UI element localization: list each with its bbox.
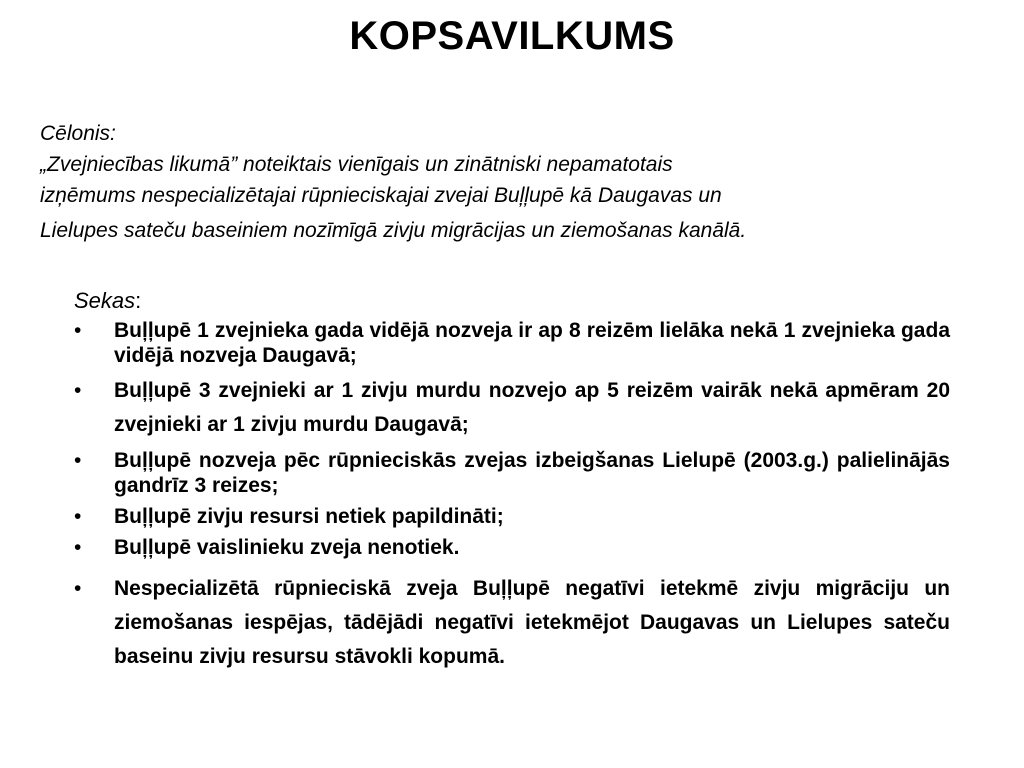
consequences-heading-word: Sekas [74, 288, 136, 313]
cause-text-line-1: „Zvejniecības likumā” noteiktais vienīgais un zinātniski nepamatotais [40, 153, 673, 176]
cause-text-line-3: Lielupes sateču baseiniem nozīmīgā zivju migrācijas un ziemošanas kanālā. [40, 219, 747, 242]
consequence-item-1: • Buļļupē 1 zvejnieka gada vidējā nozveja ir ap 8 reizēm lielāka nekā 1 zvejnieka gada vidējā nozveja Daugavā; [74, 318, 950, 368]
consequence-item-5: • Buļļupē vaislinieku zveja nenotiek. [74, 535, 950, 560]
consequences-section [74, 288, 950, 680]
consequence-item-6: • Nespecializētā rūpnieciskā zveja Buļļupē negatīvi ietekmē zivju migrāciju un ziemošanas iespējas, tādējādi negatīvi ietekmējot Daugavas un Lielupes sateču baseinu zivju resursu stāvokli kopumā. [74, 572, 950, 674]
consequences-heading-colon: : [135, 288, 142, 313]
consequence-item-3: • Buļļupē nozveja pēc rūpnieciskās zvejas izbeigšanas Lielupē (2003.g.) palielinājās gandrīz 3 reizes; [74, 448, 950, 498]
consequence-item-2: • Buļļupē 3 zvejnieki ar 1 zivju murdu nozvejo ap 5 reizēm vairāk nekā apmēram 20 zvejnieki ar 1 zivju murdu Daugavā; [74, 374, 950, 442]
consequences-list [74, 318, 950, 674]
slide-title: KOPSAVILKUMS [349, 14, 675, 58]
consequence-item-4: • Buļļupē zivju resursi netiek papildināti; [74, 504, 950, 529]
cause-section [40, 118, 990, 246]
cause-text-line-2: izņēmums nespecializētajai rūpnieciskajai zvejai Buļļupē kā Daugavas un [40, 184, 722, 207]
cause-label: Cēlonis: [40, 122, 116, 145]
consequences-heading [74, 288, 950, 314]
